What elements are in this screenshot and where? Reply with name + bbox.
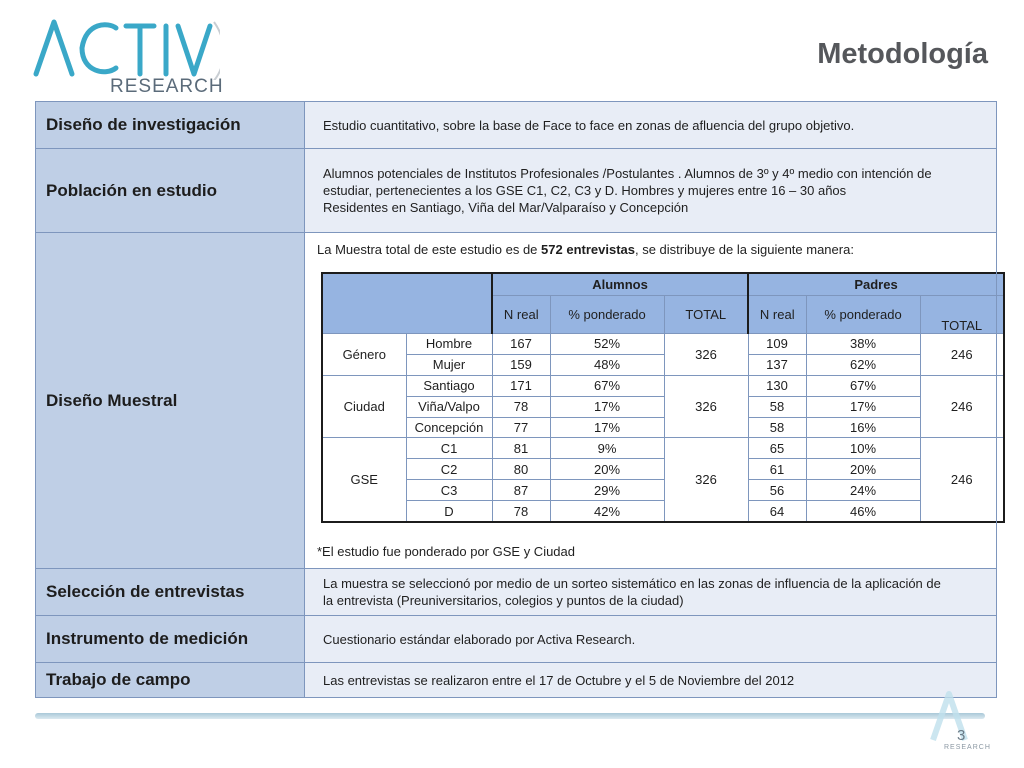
cell-alumnos-total: 326 (664, 438, 748, 522)
watermark-text: RESEARCH (944, 744, 991, 751)
table-row (322, 417, 1004, 438)
value-poblacion (305, 149, 997, 233)
activa-research-logo (30, 14, 224, 104)
cell-padres-n: 109 (748, 334, 806, 355)
col-n-real: N real (748, 296, 806, 334)
poblacion-line: Residentes en Santiago, Viña del Mar/Valparaíso y Concepción (323, 200, 689, 215)
muestra-intro (317, 241, 986, 258)
cell-alumnos-pct: 48% (550, 354, 664, 375)
intro-bold: 572 entrevistas (541, 242, 635, 257)
cell-padres-pct: 10% (806, 438, 920, 459)
row-seleccion (36, 569, 997, 616)
seleccion-line: la entrevista (Preuniversitarios, colegios y puntos de la ciudad) (323, 593, 684, 609)
cell-alumnos-n: 78 (492, 501, 550, 522)
table-row (322, 501, 1004, 522)
intro-text: La Muestra total de este estudio es de (317, 242, 542, 257)
poblacion-line: estudiar, pertenecientes a los GSE C1, C2, C3 y D. Hombres y mujeres entre 16 – 30 años (323, 183, 847, 198)
table-row (322, 396, 1004, 417)
cell-alumnos-n: 77 (492, 417, 550, 438)
cell-padres-total: 246 (920, 334, 1004, 376)
seleccion-line: La muestra se seleccionó por medio de un sorteo sistemático en las zonas de influencia de la aplicación de (323, 576, 941, 592)
col-total: TOTAL (664, 296, 748, 334)
footer-divider (35, 713, 985, 719)
row-label: Concepción (406, 417, 492, 438)
group-alumnos: Alumnos (492, 273, 748, 296)
row-poblacion (36, 149, 997, 233)
cell-alumnos-n: 80 (492, 459, 550, 480)
page-number: 3 (957, 727, 966, 744)
value-instrumento: Cuestionario estándar elaborado por Activa Research. (305, 616, 997, 663)
cell-alumnos-pct: 17% (550, 396, 664, 417)
slide-title: Metodología (817, 38, 988, 70)
cell-alumnos-pct: 29% (550, 480, 664, 501)
group-padres: Padres (748, 273, 1004, 296)
table-row (322, 354, 1004, 375)
category-ciudad: Ciudad (322, 375, 406, 438)
cell-alumnos-n: 81 (492, 438, 550, 459)
cell-padres-pct: 16% (806, 417, 920, 438)
table-row (322, 334, 1004, 355)
cell-alumnos-total: 326 (664, 375, 748, 438)
cell-padres-n: 61 (748, 459, 806, 480)
cell-padres-total: 246 (920, 438, 1004, 522)
col-n-real: N real (492, 296, 550, 334)
label-campo: Trabajo de campo (36, 663, 305, 698)
value-muestral (305, 233, 997, 569)
poblacion-line: Alumnos potenciales de Institutos Profesionales /Postulantes . Alumnos de 3º y 4º medio con intención de (323, 166, 932, 181)
cell-padres-n: 58 (748, 417, 806, 438)
cell-padres-n: 65 (748, 438, 806, 459)
cell-padres-pct: 17% (806, 396, 920, 417)
cell-padres-pct: 67% (806, 375, 920, 396)
cell-alumnos-pct: 42% (550, 501, 664, 522)
intro-text: , se distribuye de la siguiente manera: (634, 242, 854, 257)
activa-logo-icon (30, 14, 220, 80)
cell-alumnos-pct: 52% (550, 334, 664, 355)
cell-padres-pct: 20% (806, 459, 920, 480)
cell-padres-total: 246 (920, 375, 1004, 438)
cell-padres-n: 58 (748, 396, 806, 417)
label-muestral: Diseño Muestral (36, 233, 305, 569)
cell-padres-pct: 46% (806, 501, 920, 522)
table-row (322, 459, 1004, 480)
table-row (322, 375, 1004, 396)
row-label: C1 (406, 438, 492, 459)
cell-alumnos-n: 167 (492, 334, 550, 355)
cell-padres-n: 130 (748, 375, 806, 396)
label-seleccion: Selección de entrevistas (36, 569, 305, 616)
col-pct-ponderado: % ponderado (550, 296, 664, 334)
value-seleccion (305, 569, 997, 616)
logo-subtext: RESEARCH (110, 76, 224, 97)
row-muestral (36, 233, 997, 569)
cell-alumnos-n: 159 (492, 354, 550, 375)
value-campo: Las entrevistas se realizaron entre el 17 de Octubre y el 5 de Noviembre del 2012 (305, 663, 997, 698)
table-row (322, 438, 1004, 459)
row-campo (36, 663, 997, 698)
col-pct-ponderado: % ponderado (806, 296, 920, 334)
row-label: C3 (406, 480, 492, 501)
cell-padres-n: 137 (748, 354, 806, 375)
watermark-logo-icon (925, 690, 985, 750)
table-row (322, 480, 1004, 501)
cell-alumnos-pct: 20% (550, 459, 664, 480)
label-instrumento: Instrumento de medición (36, 616, 305, 663)
cell-padres-pct: 24% (806, 480, 920, 501)
category-genero: Género (322, 334, 406, 376)
cell-padres-pct: 38% (806, 334, 920, 355)
row-label: Viña/Valpo (406, 396, 492, 417)
methodology-table (35, 101, 997, 698)
row-label: C2 (406, 459, 492, 480)
cell-alumnos-pct: 9% (550, 438, 664, 459)
label-diseno: Diseño de investigación (36, 102, 305, 149)
cell-padres-n: 64 (748, 501, 806, 522)
value-diseno: Estudio cuantitativo, sobre la base de Face to face en zonas de afluencia del grupo objetivo. (305, 102, 997, 149)
cell-alumnos-n: 78 (492, 396, 550, 417)
sample-table (321, 272, 1005, 523)
category-gse: GSE (322, 438, 406, 522)
row-label: Hombre (406, 334, 492, 355)
cell-alumnos-total: 326 (664, 334, 748, 376)
cell-alumnos-n: 87 (492, 480, 550, 501)
weighting-note: *El estudio fue ponderado por GSE y Ciudad (317, 544, 576, 560)
row-label: Mujer (406, 354, 492, 375)
row-label: Santiago (406, 375, 492, 396)
cell-alumnos-pct: 67% (550, 375, 664, 396)
row-label: D (406, 501, 492, 522)
cell-padres-pct: 62% (806, 354, 920, 375)
cell-alumnos-n: 171 (492, 375, 550, 396)
row-diseno (36, 102, 997, 149)
col-total: TOTAL (920, 296, 1004, 334)
row-instrumento (36, 616, 997, 663)
header-corner (322, 273, 492, 334)
cell-padres-n: 56 (748, 480, 806, 501)
cell-alumnos-pct: 17% (550, 417, 664, 438)
label-poblacion: Población en estudio (36, 149, 305, 233)
